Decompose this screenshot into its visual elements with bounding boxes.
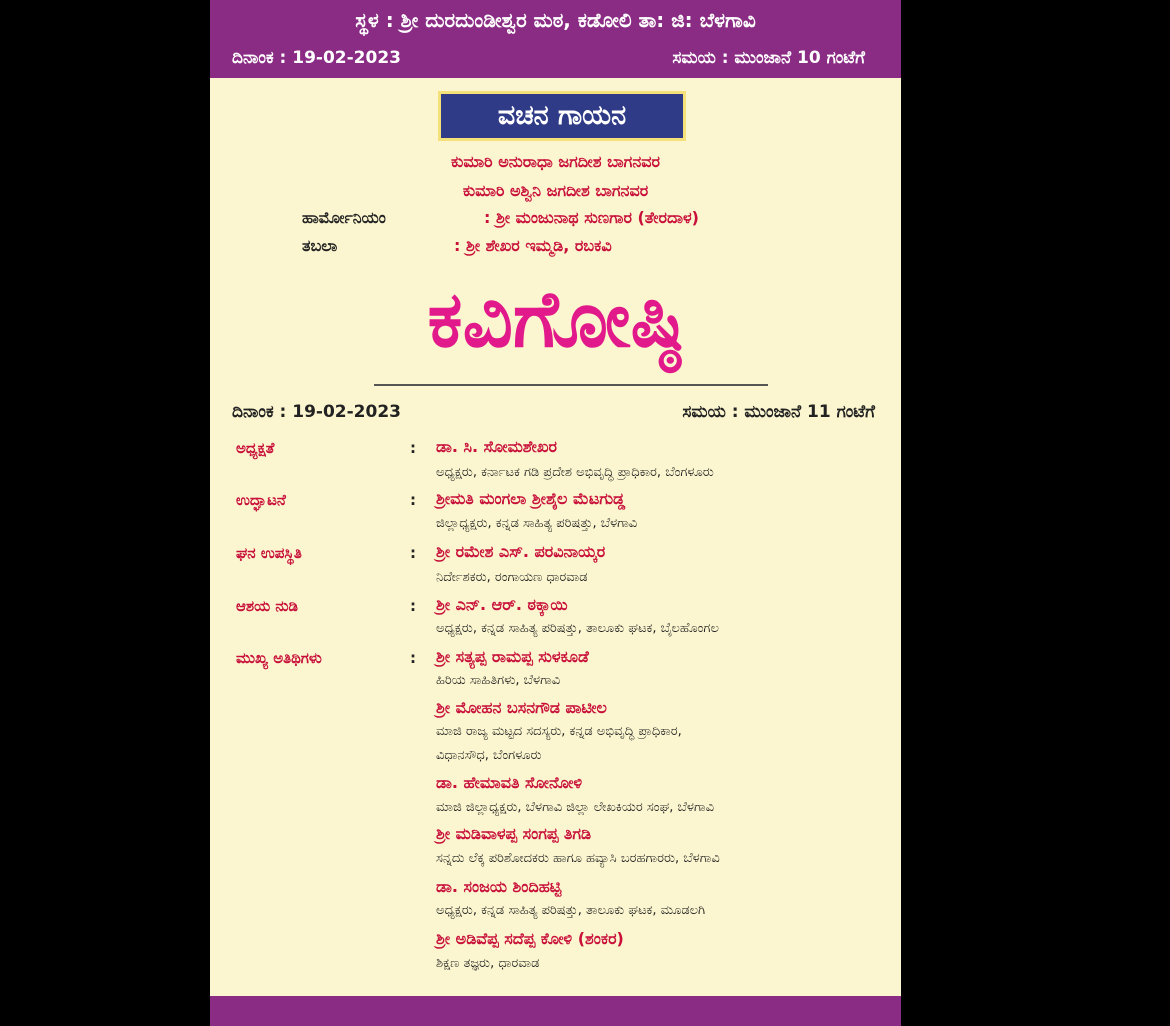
- guest-name: ಶ್ರೀ ಸತ್ಯಪ್ಪ ರಾಮಪ್ಪ ಸುಳಕೂಡೆ: [436, 647, 589, 666]
- footer-bar: [210, 996, 901, 1026]
- role-label: ಆಶಯ ನುಡಿ: [236, 597, 298, 615]
- kavigoshti-title: ಕವಿಗೋಷ್ಠಿ: [427, 275, 684, 365]
- divider: [374, 384, 768, 386]
- role-label: ಘನ ಉಪಸ್ಥಿತಿ: [236, 544, 302, 562]
- guest-desc: ಶಿಕ್ಷಣ ತಜ್ಞರು, ಧಾರವಾಡ: [436, 956, 540, 971]
- vachana-title: ವಚನ ಗಾಯನ: [438, 91, 686, 141]
- role-label: ಉದ್ಘಾಟನೆ: [236, 491, 286, 509]
- tabla-value: : ಶ್ರೀ ಶೇಖರ ಇಮ್ಮಡಿ, ರಬಕವಿ: [454, 236, 612, 255]
- harmonium-label: ಹಾರ್ಮೋನಿಯಂ: [302, 208, 386, 227]
- venue-text: ಸ್ಥಳ : ಶ್ರೀ ದುರದುಂಡೀಶ್ವರ ಮಠ, ಕಡೋಲಿ ತಾ: ಜಿ: ಬೆಳಗಾವಿ: [355, 8, 756, 32]
- role-colon: :: [410, 491, 416, 509]
- guest-name: ಶ್ರೀ ಮಡಿವಾಳಪ್ಪ ಸಂಗಪ್ಪ ತಿಗಡಿ: [436, 824, 592, 843]
- person-name: ಶ್ರೀಮತಿ ಮಂಗಲಾ ಶ್ರೀಶೈಲ ಮೆಟಗುಡ್ಡ: [436, 489, 626, 508]
- role-colon: :: [410, 649, 416, 667]
- kavigoshti-time: ಸಮಯ : ಮುಂಜಾನೆ 11 ಗಂಟೆಗೆ: [682, 402, 875, 422]
- guest-name: ಡಾ. ಹೇಮಾವತಿ ಸೋನೋಳಿ: [436, 773, 583, 792]
- singer-1: ಕುಮಾರಿ ಅನುರಾಧಾ ಜಗದೀಶ ಬಾಗನವರ: [451, 152, 660, 171]
- header-date: ದಿನಾಂಕ : 19-02-2023: [232, 48, 401, 68]
- guest-desc: ಅಧ್ಯಕ್ಷರು, ಕನ್ನಡ ಸಾಹಿತ್ಯ ಪರಿಷತ್ತು, ತಾಲೂಕು ಘಟಕ, ಮೂಡಲಗಿ: [436, 903, 706, 918]
- person-name: ಡಾ. ಸಿ. ಸೋಮಶೇಖರ: [436, 437, 557, 456]
- guest-desc: ಸನ್ನದು ಲೆಕ್ಕ ಪರಿಶೋದಕರು ಹಾಗೂ ಹವ್ಯಾಸಿ ಬರಹಗಾರರು, ಬೆಳಗಾವಿ: [436, 851, 720, 866]
- header-time: ಸಮಯ : ಮುಂಜಾನೆ 10 ಗಂಟೆಗೆ: [672, 48, 865, 68]
- guest-name: ಶ್ರೀ ಮೋಹನ ಬಸನಗೌಡ ಪಾಟೀಲ: [436, 698, 607, 717]
- guest-name: ಶ್ರೀ ಅಡಿವೆಪ್ಪ ಸದೆಪ್ಪ ಕೋಳಿ (ಶಂಕರ): [436, 929, 624, 948]
- guest-desc: ಮಾಜಿ ಜಿಲ್ಲಾಧ್ಯಕ್ಷರು, ಬೆಳಗಾವಿ ಜಿಲ್ಲಾ ಲೇಖಕಿಯರ ಸಂಘ, ಬೆಳಗಾವಿ: [436, 800, 714, 815]
- invitation-card: [210, 0, 901, 1026]
- person-desc: ಅಧ್ಯಕ್ಷರು, ಕನ್ನಡ ಸಾಹಿತ್ಯ ಪರಿಷತ್ತು, ತಾಲೂಕು ಘಟಕ, ಬೈಲಹೊಂಗಲ: [436, 621, 719, 636]
- chief-guests-label: ಮುಖ್ಯ ಅತಿಥಿಗಳು: [236, 649, 322, 667]
- guest-desc: ಮಾಜಿ ರಾಜ್ಯ ಮಟ್ಟದ ಸದಸ್ಯರು, ಕನ್ನಡ ಅಭಿವೃದ್ಧಿ ಪ್ರಾಧಿಕಾರ,: [436, 724, 682, 739]
- person-name: ಶ್ರೀ ರಮೇಶ ಎಸ್. ಪರವಿನಾಯ್ಕರ: [436, 542, 606, 561]
- singer-2: ಕುಮಾರಿ ಅಶ್ವಿನಿ ಜಗದೀಶ ಬಾಗನವರ: [462, 181, 649, 200]
- header-bar: [210, 0, 901, 78]
- guest-desc: ಹಿರಿಯ ಸಾಹಿತಿಗಳು, ಬೆಳಗಾವಿ: [436, 673, 561, 688]
- harmonium-value: : ಶ್ರೀ ಮಂಜುನಾಥ ಸುಣಗಾರ (ತೇರದಾಳ): [484, 208, 699, 227]
- person-desc: ನಿರ್ದೇಶಕರು, ರಂಗಾಯಣ ಧಾರವಾಡ: [436, 570, 588, 585]
- person-desc: ಅಧ್ಯಕ್ಷರು, ಕರ್ನಾಟಕ ಗಡಿ ಪ್ರದೇಶ ಅಭಿವೃದ್ಧಿ ಪ್ರಾಧಿಕಾರ, ಬೆಂಗಳೂರು: [436, 465, 714, 480]
- person-name: ಶ್ರೀ ಎನ್. ಆರ್. ಠಕ್ಕಾಯಿ: [436, 595, 568, 614]
- guest-desc: ವಿಧಾನಸೌಧ, ಬೆಂಗಳೂರು: [436, 748, 542, 763]
- role-colon: :: [410, 439, 416, 457]
- tabla-label: ತಬಲಾ: [302, 236, 338, 255]
- role-label: ಅಧ್ಯಕ್ಷತೆ: [236, 439, 275, 457]
- person-desc: ಜಿಲ್ಲಾಧ್ಯಕ್ಷರು, ಕನ್ನಡ ಸಾಹಿತ್ಯ ಪರಿಷತ್ತು, ಬೆಳಗಾವಿ: [436, 516, 638, 531]
- role-colon: :: [410, 597, 416, 615]
- guest-name: ಡಾ. ಸಂಜಯ ಶಿಂದಿಹಟ್ಟಿ: [436, 877, 562, 896]
- role-colon: :: [410, 544, 416, 562]
- kavigoshti-date: ದಿನಾಂಕ : 19-02-2023: [232, 402, 401, 422]
